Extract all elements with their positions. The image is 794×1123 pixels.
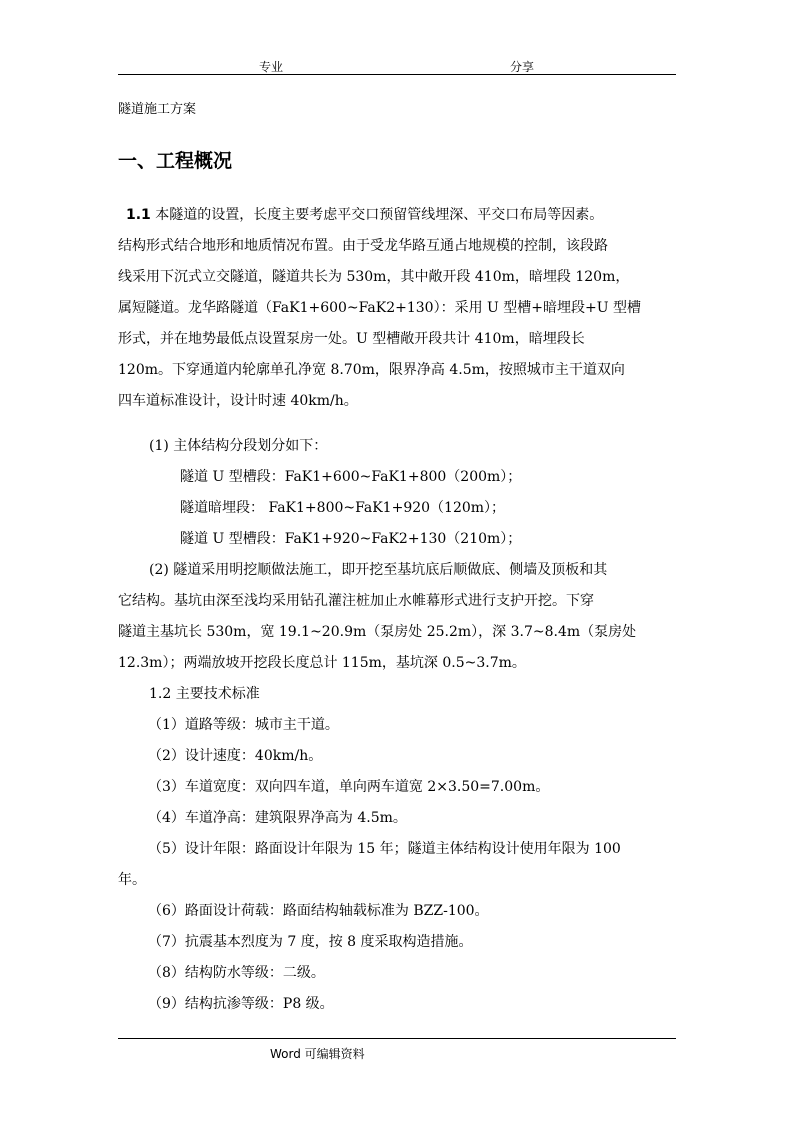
list-item: （1）道路等级：城市主干道。 xyxy=(148,717,339,733)
paragraph-line: 隧道主基坑长 530m，宽 19.1~20.9m（泵房处 25.2m），深 3.7~8.4m（泵房处 xyxy=(118,624,637,640)
paragraph-text: 本隧道的设置，长度主要考虑平交口预留管线埋深、平交口布局等因素。 xyxy=(150,207,604,223)
list-item: （7）抗震基本烈度为 7 度，按 8 度采取构造措施。 xyxy=(148,934,473,950)
paragraph-line: 四车道标准设计，设计时速 40km/h。 xyxy=(118,393,358,409)
list-item: 隧道 U 型槽段：FaK1+600~FaK1+800（200m）； xyxy=(180,469,522,485)
paragraph-line: (2) 隧道采用明挖顺做法施工，即开挖至基坑底后顺做底、侧墙及顶板和其 xyxy=(149,562,608,578)
list-item: （8）结构防水等级：二级。 xyxy=(148,965,325,981)
paragraph-line: 结构形式结合地形和地质情况布置。由于受龙华路互通占地规模的控制，该段路 xyxy=(118,238,608,254)
list-item: 隧道 U 型槽段：FaK1+920~FaK2+130（210m）； xyxy=(180,531,522,547)
paragraph-line: 形式，并在地势最低点设置泵房一处。U 型槽敞开段共计 410m，暗埋段长 xyxy=(118,331,585,347)
footer-text: Word 可编辑资料 xyxy=(270,1047,365,1061)
document-title: 隧道施工方案 xyxy=(118,102,197,117)
list-item-continuation: 年。 xyxy=(118,872,146,888)
page-header xyxy=(118,56,676,75)
page-footer xyxy=(118,1038,676,1061)
header-left-text: 专业 xyxy=(259,60,284,74)
paragraph-line: 12.3m）；两端放坡开挖段长度总计 115m，基坑深 0.5~3.7m。 xyxy=(118,655,526,671)
clause-number: 1.1 xyxy=(126,207,151,223)
paragraph-line: 120m。下穿通道内轮廓单孔净宽 8.70m，限界净高 4.5m，按照城市主干道双向 xyxy=(118,362,625,378)
list-item: （3）车道宽度：双向四车道，单向两车道宽 2×3.50=7.00m。 xyxy=(148,779,550,795)
paragraph-line xyxy=(118,200,676,231)
list-item: （5）设计年限：路面设计年限为 15 年；隧道主体结构设计使用年限为 100 xyxy=(148,841,621,857)
paragraph-line: 线采用下沉式立交隧道，隧道共长为 530m，其中敞开段 410m，暗埋段 120m， xyxy=(118,269,630,285)
list-item: （6）路面设计荷载：路面结构轴载标准为 BZZ-100。 xyxy=(148,903,489,919)
header-right-text: 分享 xyxy=(510,60,535,74)
list-item: （2）设计速度：40km/h。 xyxy=(148,748,323,764)
list-item: （4）车道净高：建筑限界净高为 4.5m。 xyxy=(148,810,407,826)
list-heading: (1) 主体结构分段划分如下： xyxy=(149,438,328,454)
list-item: （9）结构抗渗等级：P8 级。 xyxy=(148,996,334,1012)
section-heading: 一、工程概况 xyxy=(118,150,233,172)
paragraph-line: 属短隧道。龙华路隧道（FaK1+600~FaK2+130）：采用 U 型槽+暗埋段+U 型槽 xyxy=(118,300,641,316)
subsection-heading: 1.2 主要技术标准 xyxy=(149,686,260,702)
document-body xyxy=(118,200,676,1020)
list-item: 隧道暗埋段： FaK1+800~FaK1+920（120m）； xyxy=(180,500,506,516)
paragraph-line: 它结构。基坑由深至浅均采用钻孔灌注桩加止水帷幕形式进行支护开挖。下穿 xyxy=(118,593,594,609)
